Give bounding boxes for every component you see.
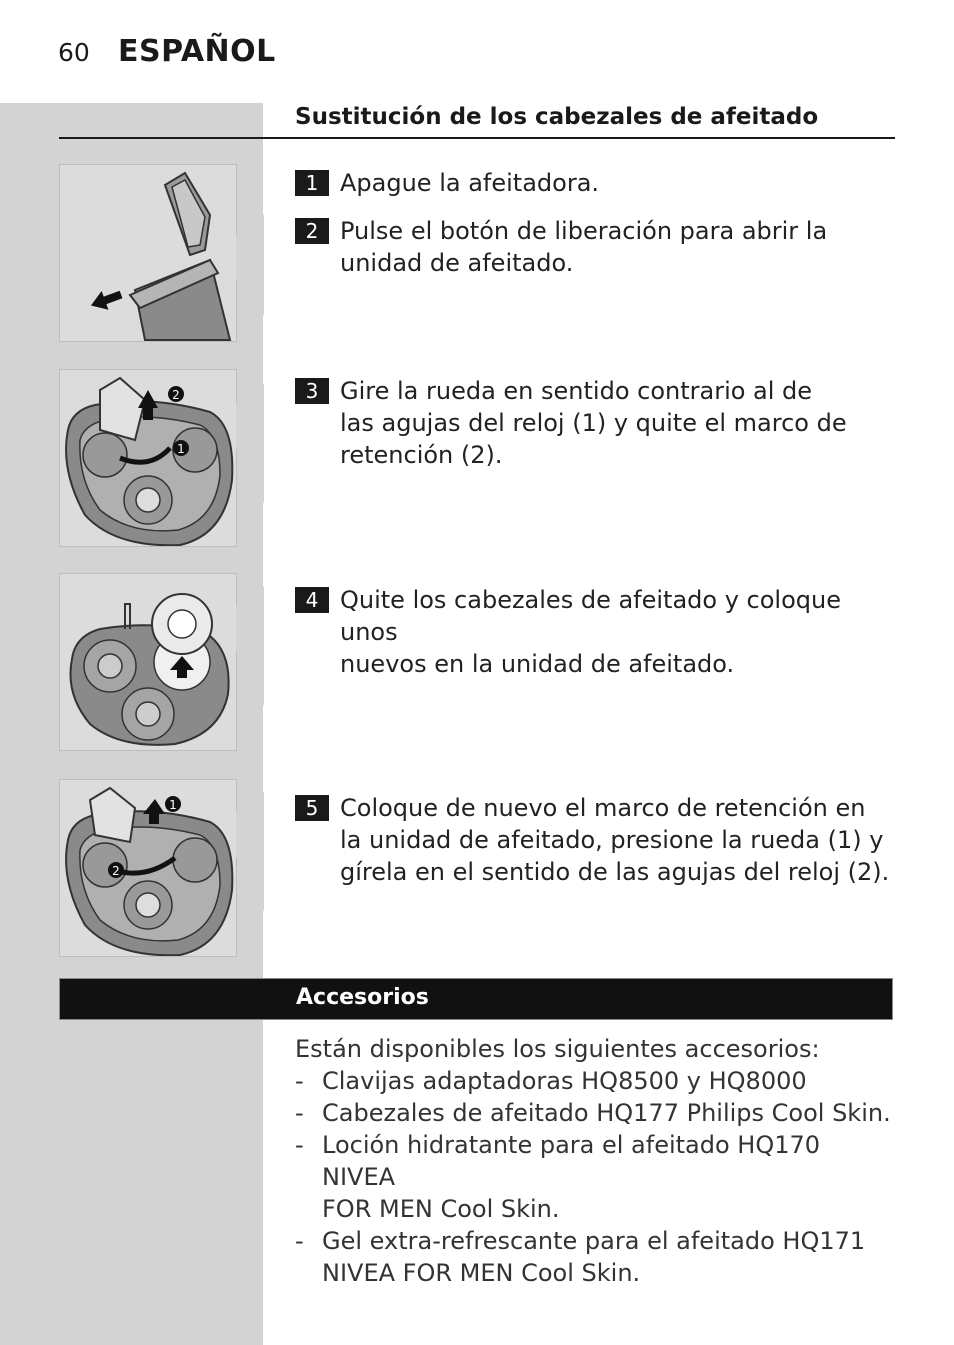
- list-item: - Clavijas adaptadoras HQ8500 y HQ8000: [295, 1067, 807, 1095]
- illustration-open-shaver: [59, 164, 237, 342]
- page-number: 60: [58, 38, 90, 67]
- illustration-reattach-frame: [59, 779, 237, 957]
- step-marker-a: 2: [172, 388, 180, 402]
- list-item: - Cabezales de afeitado HQ177 Philips Cool Skin.: [295, 1099, 891, 1127]
- illustration-replace-heads: [59, 573, 237, 751]
- shaver-open-icon: [60, 165, 236, 341]
- pointer-wedge: [236, 586, 264, 706]
- accessories-header-bar: [59, 978, 893, 1020]
- section-rule: [59, 137, 895, 139]
- language-heading: ESPAÑOL: [118, 34, 276, 69]
- step-text: Gire la rueda en sentido contrario al de las agujas del reloj (1) y quite el marco de retención (2).: [340, 377, 847, 469]
- step-text: Quite los cabezales de afeitado y coloque unos nuevos en la unidad de afeitado.: [340, 586, 841, 678]
- pointer-wedge: [236, 384, 264, 504]
- shaving-heads-icon: [60, 574, 236, 750]
- accessories-list: [295, 1065, 895, 1289]
- step-marker-b: 2: [112, 864, 120, 878]
- list-item: - Gel extra-refrescante para el afeitado HQ171 NIVEA FOR MEN Cool Skin.: [295, 1227, 866, 1287]
- accessories-title: Accesorios: [296, 985, 429, 1010]
- pointer-wedge: [236, 196, 264, 316]
- step-number: 1: [295, 170, 329, 196]
- accessories-intro: Están disponibles los siguientes accesorios:: [295, 1035, 820, 1063]
- shaver-head-icon: [60, 370, 236, 546]
- illustration-remove-frame: [59, 369, 237, 547]
- step-number: 5: [295, 795, 329, 821]
- step-5: [295, 792, 895, 888]
- step-1: [295, 167, 895, 199]
- step-number: 4: [295, 587, 329, 613]
- step-text: Pulse el botón de liberación para abrir la unidad de afeitado.: [340, 217, 828, 277]
- step-text: Coloque de nuevo el marco de retención en la unidad de afeitado, presione la rueda (1) y gírela en el sentido de las agujas del reloj (2).: [340, 794, 890, 886]
- shaver-head-icon: [60, 780, 236, 956]
- step-2: [295, 215, 895, 279]
- step-text: Apague la afeitadora.: [340, 169, 600, 197]
- step-3: [295, 375, 895, 471]
- pointer-wedge: [236, 792, 264, 912]
- step-marker-a: 1: [169, 798, 177, 812]
- step-number: 2: [295, 218, 329, 244]
- list-item: - Loción hidratante para el afeitado HQ170 NIVEA FOR MEN Cool Skin.: [295, 1131, 821, 1223]
- step-marker-b: 1: [177, 442, 185, 456]
- step-number: 3: [295, 378, 329, 404]
- step-4: [295, 584, 895, 680]
- section-title: Sustitución de los cabezales de afeitado: [295, 104, 819, 130]
